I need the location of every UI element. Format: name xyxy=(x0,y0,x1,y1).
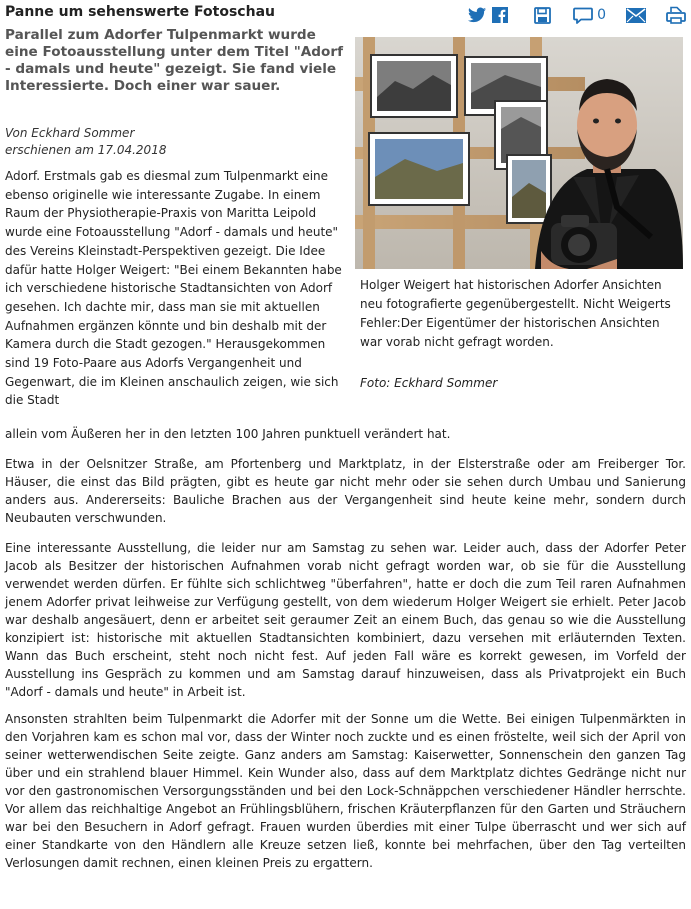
body-paragraph: Etwa in der Oelsnitzer Straße, am Pfortenberg und Marktplatz, in der Elsterstraße oder am Freiberger Tor. Häuser, die einst das Bild prägten, gibt es heute gar nicht mehr oder sie sehen durch Umbau und Sanierung anders aus. Andererseits: Bauliche Brachen aus der Vergangenheit sind heute keine mehr, sondern durch Neubauten verschwunden. xyxy=(5,457,686,525)
comment-icon[interactable] xyxy=(573,4,606,26)
lead-paragraph: Adorf. Erstmals gab es diesmal zum Tulpenmarkt eine ebenso originelle wie interessante Zugabe. In einem Raum der Physiotherapie-Praxis von Maritta Leipold wurde eine Fotoausstellung "Adorf - damals und heute" des Vereins Kleinstadt-Perspektiven gezeigt. Die Idee dafür hatte Holger Weigert: "Bei einem Bekannten habe ich verschiedene historische Stadtansichten von Adorf gesehen. Ich dachte mir, dass man sie mit aktuellen Aufnahmen ergänzen könnte und bin deshalb mit der Kamera durch die Stadt gezogen." Herausgekommen sind 19 Foto-Paare aus Adorfs Vergangenheit und Gegenwart, die im Kleinen anschaulich zeigen, wie sich die Stadt xyxy=(5,169,342,408)
article-kicker: Panne um sehenswerte Fotoschau xyxy=(5,4,275,20)
save-icon[interactable] xyxy=(534,4,551,26)
comment-count: 0 xyxy=(597,7,606,23)
body-paragraph: Ansonsten strahlten beim Tulpenmarkt die Adorfer mit der Sonne um die Wette. Bei einigen Tulpenmärkten in den Vorjahren kam es schon mal vor, dass der Winter noch zuckte und es einen fröstelte, weil sich der April von seiner wetterwendischen Seite zeigte. Ganz anders am Samstag: Kaiserwetter, Sonnenschein den ganzen Tag über und ein strahlend blauer Himmel. Kein Wunder also, dass auf dem Marktplatz dichtes Gedränge nicht nur vor den gastronomischen Versorgungsständen und bei den Lock-Schnäppchen verschiedener Händler herrschte. Vor allem das reichhaltige Angebot an Frühlingsblühern, frischen Kräuterpflanzen für den Garten und Sträuchern war bei den Besuchern in Adorf gefragt. Frauen wurden überdies mit einer Tulpe überrascht und wer sich auf einer Standkarte von den Händlern alle Kreuze setzen ließ, konnte bei mehrfachen, über den Tag verteilten Verlosungen damit rechnen, einen kleinen Preis zu ergattern. xyxy=(5,712,686,870)
photo-caption: Holger Weigert hat historischen Adorfer Ansichten neu fotografierte gegenübergestellt. Nicht Weigerts Fehler:Der Eigentümer der historischen Ansichten war vorab nicht gefragt worden. xyxy=(360,278,671,349)
print-icon[interactable] xyxy=(666,4,686,26)
lead-paragraph-end: allein vom Äußeren her in den letzten 100 Jahren punktuell verändert hat. xyxy=(5,427,451,441)
article-topbar xyxy=(5,4,686,24)
author: Von Eckhard Sommer xyxy=(5,126,135,140)
facebook-icon[interactable] xyxy=(492,4,508,26)
body-paragraph: Eine interessante Ausstellung, die leider nur am Samstag zu sehen war. Leider auch, dass der Adorfer Peter Jacob als Besitzer der historischen Aufnahmen vorab nicht gefragt worden war, ob sie für die Ausstellung verwendet werden dürfen. Er fühlte sich schlichtweg "überfahren", hatte er doch die zum Teil raren Aufnahmen jenem Adorfer privat leihweise zur Verfügung gestellt, von dem wiederum Holger Weigert sie erhielt. Peter Jacob war deshalb angesäuert, denn er arbeitet seit geraumer Zeit an einem Buch, das genau so wie die Ausstellung konzipiert ist: historische mit aktuellen Stadtansichten kombiniert, dazu versehen mit erläuternden Texten. Wann das Buch erscheint, steht noch nicht fest. Auf jeden Fall wäre es korrekt gewesen, im Vorfeld der Ausstellung ins Gespräch zu kommen und am Samstag darauf hinzuweisen, dass als Privatprojekt ein Buch "Adorf - damals und heute" in Arbeit ist. xyxy=(5,541,686,699)
photo-credit: Foto: Eckhard Sommer xyxy=(360,376,498,390)
byline xyxy=(5,125,166,159)
share-toolbar xyxy=(457,4,686,26)
publish-date: erschienen am 17.04.2018 xyxy=(5,143,167,157)
article-headline: Parallel zum Adorfer Tulpenmarkt wurde eine Fotoausstellung unter dem Titel "Adorf - damals und heute" gezeigt. Sie fand viele Interessierte. Doch einer war sauer. xyxy=(5,27,343,94)
article-photo[interactable] xyxy=(355,37,683,269)
mail-icon[interactable] xyxy=(626,4,646,26)
twitter-icon[interactable] xyxy=(468,4,486,26)
